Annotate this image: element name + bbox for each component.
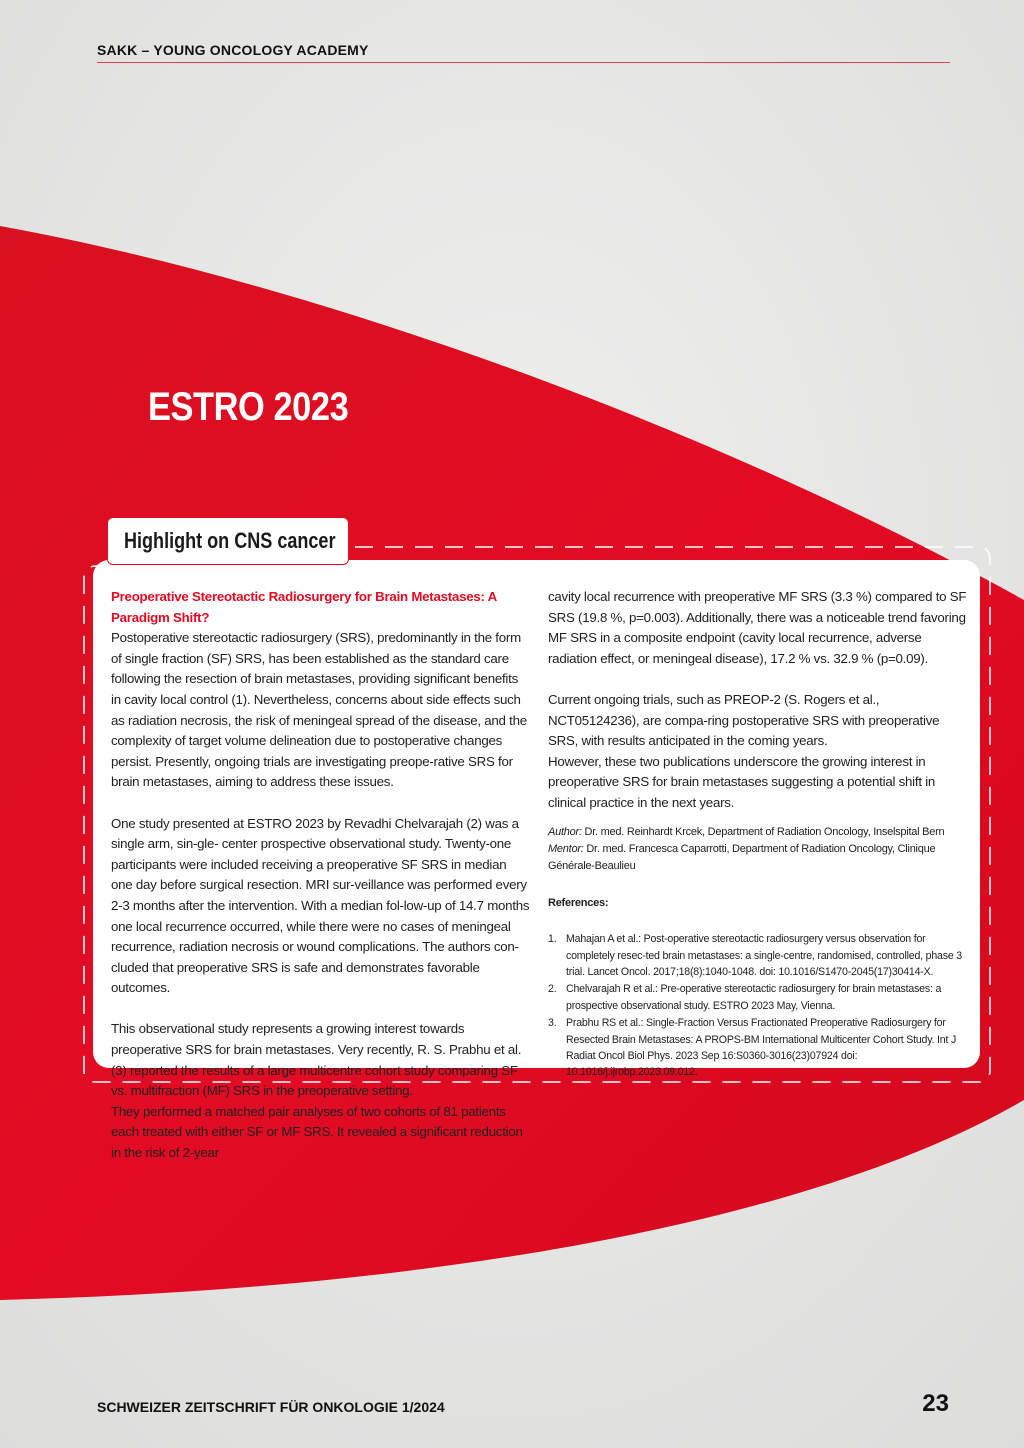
paragraph-3: This observational study represents a growing interest towards preoperative SRS for brain metastases. Very recently, R. S. Prabhu et al. (3) reported the results of a large multicentre cohort study comparing SF vs. multifraction (MF) SRS in the preoperative setting. [111,1021,522,1099]
page-title: ESTRO 2023 [148,385,349,429]
references-title: References: [548,896,609,909]
article-lead-title: Preoperative Stereotactic Radiosurgery for Brain Metastases: A Paradigm Shift? [111,589,497,625]
mentor-label: Mentor: [548,842,584,855]
paragraph-5: cavity local recurrence with preoperative MF SRS (3.3 %) compared to SF SRS (19.8 %, p=0.003). Additionally, there was a noticeable trend favoring MF SRS in a composite endpoint (cavity local recurrence, adverse radiation effect, or meningeal disease), 17.2 % vs. 32.9 % (p=0.09). [548,589,967,666]
mentor-text: Dr. med. Francesca Caparrotti, Department of Radiation Oncology, Clinique Générale-Beaulieu [548,842,936,872]
author-text: Dr. med. Reinhardt Krcek, Department of Radiation Oncology, Inselspital Bern [584,825,945,838]
reference-number: 1. [548,933,557,946]
reference-number: 3. [548,1017,557,1030]
references-list [548,931,968,1081]
section-tab [107,517,349,565]
article-column-left [111,587,531,1164]
reference-item [548,931,968,980]
article-column-right [548,587,968,1082]
byline [548,824,968,875]
header-rule [97,62,950,63]
paragraph-1: Postoperative stereotactic radiosurgery (SRS), predominantly in the form of single fraction (SF) SRS, has been established as the standard care following the resection of brain metastases, providing significant benefits in cavity local control (1). Nevertheless, concerns about side effects such as radiation necrosis, the risk of meningeal spread of the disease, and the complexity of target volume delineation due to postoperative changes persist. Presently, ongoing trials are investigating preope-rative SRS for brain metastases, aiming to address these issues. [111,630,527,790]
reference-text: Prabhu RS et al.: Single-Fraction Versus Fractionated Preoperative Radiosurgery for Resected Brain Metastases: A PROPS-BM International Multicenter Cohort Study. Int J Radiat Oncol Biol Phys. 2023 Sep 16:S0360-3016(23)07924 doi: 10.1016/j.ijrobp.2023.09.012. [566,1017,957,1079]
reference-text: Chelvarajah R et al.: Pre-operative stereotactic radiosurgery for brain metastases: a prospective observational study. ESTRO 2023 May, Vienna. [566,983,942,1012]
paragraph-7: However, these two publications underscore the growing interest in preoperative SRS for brain metastases suggesting a potential shift in clinical practice in the next years. [548,753,936,810]
reference-item [548,1015,968,1081]
reference-item [548,981,968,1014]
page-number: 23 [922,1390,949,1417]
paragraph-6: Current ongoing trials, such as PREOP-2 (S. Rogers et al., NCT05124236), are compa-ring postoperative SRS with preoperative SRS, with results anticipated in the coming years. [548,691,940,749]
section-tab-label: Highlight on CNS cancer [124,528,336,553]
section-header: SAKK – YOUNG ONCOLOGY ACADEMY [97,42,369,58]
reference-text: Mahajan A et al.: Post-operative stereotactic radiosurgery versus observation for completely resec-ted brain metastases: a single-centre, randomised, controlled, phase 3 trial. Lancet Oncol. 2017;18(8):1040-1048. doi: 10.1016/S1470-2045(17)30414-X. [566,933,962,978]
reference-number: 2. [548,983,557,996]
author-label: Author: [548,825,582,838]
paragraph-4: They performed a matched pair analyses of two cohorts of 81 patients each treated with either SF or MF SRS. It revealed a significant reduction in the risk of 2-year [111,1103,523,1161]
paragraph-2: One study presented at ESTRO 2023 by Revadhi Chelvarajah (2) was a single arm, sin-gle- center prospective observational study. Twenty-one participants were included receiving a preoperative SF SRS in median one day before surgical resection. MRI sur-veillance was performed every 2-3 months after the intervention. With a median fol-low-up of 14.7 months one local recurrence occurred, while there were no cases of meningeal recurrence, radiation necrosis or wound complications. The authors con-cluded that preoperative SRS is safe and demonstrates favorable outcomes. [111,815,530,996]
footer-journal: SCHWEIZER ZEITSCHRIFT FÜR ONKOLOGIE 1/2024 [97,1399,445,1415]
